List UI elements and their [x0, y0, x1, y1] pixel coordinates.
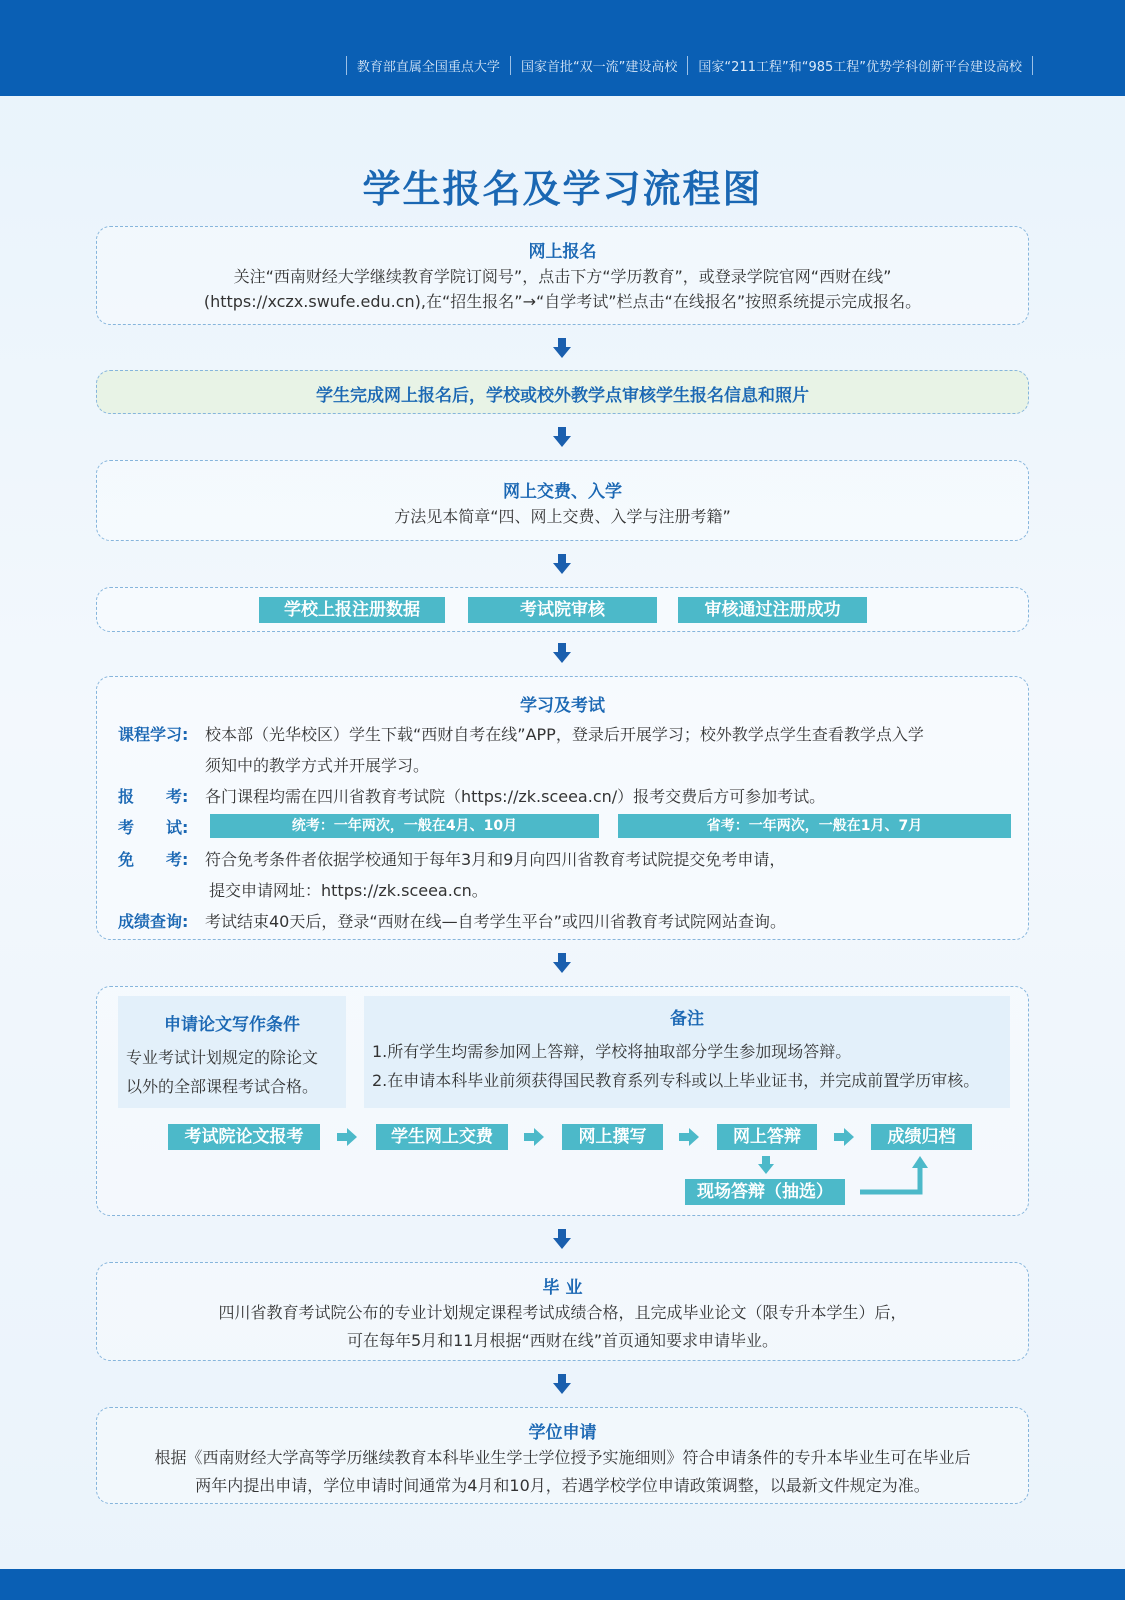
panel-text-line: 1.所有学生均需参加网上答辩，学校将抽取部分学生参加现场答辩。 — [372, 1042, 852, 1061]
panel-text-line: 专业考试计划规定的除论文 — [126, 1048, 319, 1067]
step-heading: 学位申请 — [528, 1423, 597, 1443]
exempt-label: 免 考: — [118, 850, 189, 869]
flow-score-archive: 成绩归档 — [871, 1124, 972, 1150]
exempt-text-line: 符合免考条件者依据学校通知于每年3月和9月向四川省教育考试院提交免考申请， — [205, 850, 786, 869]
step-heading: 毕 业 — [542, 1278, 583, 1298]
down-arrow-icon — [553, 953, 571, 973]
step-degree-application — [96, 1407, 1029, 1504]
down-arrow-icon — [553, 1229, 571, 1249]
right-arrow-icon — [337, 1128, 357, 1146]
down-arrow-icon — [553, 338, 571, 358]
course-text-line: 校本部（光华校区）学生下载“西财自考在线”APP，登录后开展学习；校外教学点学生查看教学点入学 — [205, 725, 924, 744]
top-banner — [0, 0, 1125, 96]
pill-school-report: 学校上报注册数据 — [259, 597, 445, 623]
bottom-banner — [0, 1569, 1125, 1600]
flow-online-writing: 网上撰写 — [562, 1124, 663, 1150]
flow-exam-thesis-register: 考试院论文报考 — [168, 1124, 320, 1150]
course-text-line: 须知中的教学方式并开展学习。 — [205, 756, 430, 775]
panel-heading: 申请论文写作条件 — [164, 1015, 300, 1035]
step-text-line: 根据《西南财经大学高等学历继续教育本科毕业生学士学位授予实施细则》符合申请条件的专升本毕业生可在毕业后 — [154, 1448, 971, 1467]
down-arrow-icon — [553, 643, 571, 663]
right-arrow-icon — [679, 1128, 699, 1146]
down-arrow-icon — [553, 1374, 571, 1394]
flow-onsite-defense: 现场答辩（抽选） — [685, 1179, 845, 1205]
panel-heading: 备注 — [670, 1009, 704, 1029]
flow-student-payment: 学生网上交费 — [376, 1124, 508, 1150]
step-text-line: 关注“西南财经大学继续教育学院订阅号”，点击下方“学历教育”，或登录学院官网“西财在线” — [233, 267, 892, 286]
course-label: 课程学习: — [118, 725, 189, 744]
step-heading: 网上报名 — [528, 242, 597, 262]
score-text: 考试结束40天后，登录“西财在线—自考学生平台”或四川省教育考试院网站查询。 — [205, 912, 786, 931]
exam-provincial-bar: 省考：一年两次，一般在1月、7月 — [618, 814, 1011, 838]
score-label: 成绩查询: — [118, 912, 189, 931]
panel-text-line: 2.在申请本科毕业前须获得国民教育系列专科或以上毕业证书，并完成前置学历审核。 — [372, 1071, 980, 1090]
notes-panel — [364, 996, 1010, 1108]
exam-national-bar: 统考：一年两次，一般在4月、10月 — [210, 814, 599, 838]
step-graduation — [96, 1262, 1029, 1361]
step-online-registration — [96, 226, 1029, 325]
flow-online-defense: 网上答辩 — [717, 1124, 817, 1150]
header-tags — [346, 56, 1033, 75]
step-text-line: (https://xczx.swufe.edu.cn),在“招生报名”→“自学考试”栏点击“在线报名”按照系统提示完成报名。 — [203, 292, 922, 311]
step-text-line: 四川省教育考试院公布的专业计划规定课程考试成绩合格，且完成毕业论文（限专升本学生）后， — [218, 1303, 907, 1322]
right-arrow-icon — [834, 1128, 854, 1146]
pill-exam-review: 考试院审核 — [468, 597, 657, 623]
right-arrow-icon — [524, 1128, 544, 1146]
register-label: 报 考: — [118, 787, 189, 806]
down-arrow-icon — [553, 427, 571, 447]
header-tag: 国家首批“双一流”建设高校 — [510, 56, 687, 75]
return-arrow-icon — [858, 1156, 928, 1196]
register-text: 各门课程均需在四川省教育考试院（https://zk.sceea.cn/）报考交费后方可参加考试。 — [205, 787, 826, 806]
step-heading: 学习及考试 — [520, 696, 605, 716]
pill-registration-success: 审核通过注册成功 — [678, 597, 867, 623]
exam-label: 考 试: — [118, 818, 189, 837]
page-title: 学生报名及学习流程图 — [362, 166, 763, 211]
step-text-line: 可在每年5月和11月根据“西财在线”首页通知要求申请毕业。 — [346, 1331, 779, 1350]
step-heading: 网上交费、入学 — [503, 482, 622, 502]
down-arrow-icon — [553, 554, 571, 574]
exempt-text-line: 提交申请网址：https://zk.sceea.cn。 — [209, 881, 488, 900]
header-tag: 国家“211工程”和“985工程”优势学科创新平台建设高校 — [687, 56, 1033, 75]
panel-text-line: 以外的全部课程考试合格。 — [126, 1077, 319, 1096]
step-heading: 学生完成网上报名后，学校或校外教学点审核学生报名信息和照片 — [316, 386, 809, 406]
thesis-condition-panel — [118, 996, 346, 1108]
step-text-line: 方法见本简章“四、网上交费、入学与注册考籍” — [394, 507, 731, 526]
step-text-line: 两年内提出申请，学位申请时间通常为4月和10月，若遇学校学位申请政策调整，以最新文件规定为准。 — [195, 1476, 930, 1495]
down-arrow-icon — [758, 1156, 774, 1174]
step-payment-enrollment — [96, 460, 1029, 541]
step-review — [96, 370, 1029, 414]
header-tag: 教育部直属全国重点大学 — [346, 56, 510, 75]
